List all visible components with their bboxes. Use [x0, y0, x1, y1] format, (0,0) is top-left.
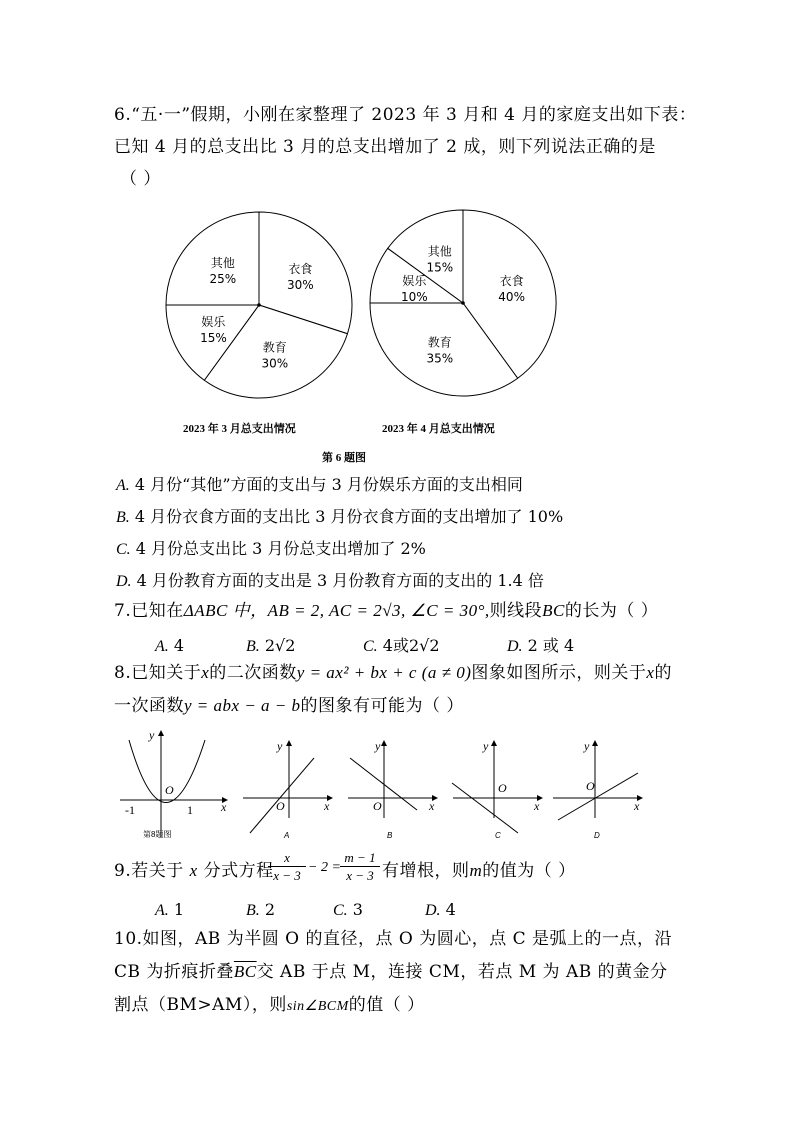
q8-line2: [114, 695, 464, 717]
q10-arc: $\overline{BC}$: [233, 962, 257, 981]
q7-prefix: 7.已知在: [114, 601, 184, 621]
q10-sin: sin∠BCM: [286, 999, 349, 1014]
q10-text: CB 为折痕折叠: [114, 962, 234, 982]
q9-text: 分式方程: [203, 861, 274, 881]
pie-slice-label: 35%: [426, 351, 454, 366]
pie-slice-name: 衣食: [288, 261, 313, 276]
origin-label: O: [498, 781, 507, 795]
x-label: x: [534, 799, 540, 813]
q7-option-b[interactable]: [246, 636, 295, 657]
q8-text: 8.已知关于: [114, 663, 202, 683]
q8-linear: y = abx − a − b: [184, 696, 301, 715]
option-text: 4或2√2: [382, 636, 440, 655]
q7-seg: BC: [542, 601, 565, 620]
option-text: 2: [264, 900, 276, 919]
q8-var: x: [646, 663, 655, 682]
pie-slice-name: 娱乐: [402, 274, 427, 289]
main-caption: 第8题图: [143, 830, 172, 839]
line-graph: [452, 783, 518, 833]
option-text: 4: [173, 636, 185, 655]
option-text: 1: [173, 900, 185, 919]
q9-frac2-num: m − 1: [340, 850, 380, 867]
x-label: x: [429, 799, 435, 813]
q9-frac1-den: x − 3: [273, 868, 301, 883]
q9-minus2: − 2 =: [308, 860, 341, 875]
q6-blank: （ ）: [120, 169, 161, 189]
q7-option-a[interactable]: [155, 636, 184, 657]
q9-text: 的值为（ ）: [482, 861, 576, 881]
q6-line2: 已知 4 月的总支出比 3 月的总支出增加了 2 成，则下列说法正确的是: [114, 137, 656, 157]
q8-text: 一次函数: [114, 696, 184, 716]
q7-suffix: 则线段: [489, 601, 543, 621]
option-letter: D.: [425, 902, 441, 919]
y-label: y: [149, 728, 155, 742]
pie-slice-label: 15%: [200, 331, 227, 346]
q6-option-b[interactable]: [116, 507, 563, 528]
q6-option-a[interactable]: [116, 475, 523, 496]
x-label: x: [324, 799, 330, 813]
option-text: 4 月份总支出比 3 月份总支出增加了 2%: [135, 539, 426, 558]
option-letter: B.: [246, 902, 260, 919]
option-text: 2 或 4: [527, 636, 575, 655]
option-text: 4 月份教育方面的支出是 3 月份教育方面的支出的 1.4 倍: [136, 571, 544, 590]
q9-var: x: [189, 861, 198, 880]
q9-option-b[interactable]: [246, 900, 275, 921]
origin-label: O: [373, 799, 382, 813]
graph-letter: C: [495, 831, 501, 840]
q6-option-c[interactable]: [116, 539, 426, 560]
tick-1: 1: [187, 803, 193, 817]
line-graph: [558, 773, 638, 820]
q8-text: 图象如图所示，则关于: [471, 663, 647, 683]
option-text: 2√2: [264, 636, 296, 655]
q9-text: 9.若关于: [114, 861, 184, 881]
q10-line3: [114, 994, 425, 1018]
q9-option-d[interactable]: [425, 900, 456, 921]
q7-option-c[interactable]: [363, 636, 440, 657]
q9-tail: [382, 860, 576, 882]
pie-slice-label: 25%: [209, 271, 237, 286]
graph-letter: A: [284, 831, 290, 840]
q8-graph-b[interactable]: [345, 738, 440, 843]
pie-slice-name: 衣食: [499, 274, 524, 289]
option-letter: B.: [116, 509, 130, 526]
q8-text: 的二次函数: [209, 663, 297, 683]
q6-figure-label: 第 6 题图: [322, 452, 366, 464]
tick-neg1: -1: [125, 803, 135, 817]
x-label: x: [634, 799, 640, 813]
q9-frac2-den: x − 3: [346, 868, 374, 883]
pie-slice-label: 10%: [401, 290, 428, 305]
q9-option-a[interactable]: [155, 900, 184, 921]
pie-slice-name: 其他: [210, 255, 235, 270]
pie-chart-march: [163, 210, 358, 400]
option-letter: D.: [507, 638, 523, 655]
q8-main-graph: [115, 725, 235, 840]
q8-graph-a[interactable]: [240, 738, 335, 843]
option-text: 3: [352, 900, 363, 919]
pie-march-title: 2023 年 3 月总支出情况: [183, 423, 296, 435]
pie-slice-label: 30%: [261, 356, 289, 371]
q6-option-d[interactable]: [116, 571, 544, 592]
option-text: 4 月份“其他”方面的支出与 3 月份娱乐方面的支出相同: [134, 475, 523, 494]
q8-func: y = ax² + bx + c (a ≠ 0): [296, 663, 472, 682]
y-label: y: [277, 739, 283, 753]
pie-slice-name: 教育: [262, 340, 287, 355]
pie-slice-name: 其他: [427, 244, 452, 259]
pie-slice-label: 40%: [498, 290, 525, 305]
origin-label: O: [276, 799, 285, 813]
q9-var: m: [469, 861, 483, 880]
q10-line2: [114, 961, 668, 983]
option-letter: A.: [155, 902, 169, 919]
option-letter: A.: [116, 477, 130, 494]
q10-text: 交 AB 于点 M，连接 CM，若点 M 为 AB 的黄金分: [256, 962, 668, 982]
q9-frac1-num: x: [268, 850, 306, 867]
option-text: 4 月份衣食方面的支出比 3 月份衣食方面的支出增加了 10%: [134, 507, 564, 526]
q8-text: 的: [654, 663, 672, 683]
q9-stem: [114, 860, 274, 882]
q8-var: x: [201, 663, 210, 682]
origin-label: O: [586, 779, 595, 793]
q6-line1: 6.“五·一”假期，小刚在家整理了 2023 年 3 月和 4 月的家庭支出如下表：: [114, 105, 697, 125]
option-letter: A.: [155, 638, 169, 655]
line-graph: [250, 758, 314, 833]
q9-option-c[interactable]: [333, 900, 363, 921]
q7-option-d[interactable]: [507, 636, 574, 657]
q8-text: 的图象有可能为（ ）: [300, 696, 464, 716]
q8-graph-c[interactable]: [450, 738, 545, 843]
option-letter: D.: [116, 573, 132, 590]
q7-end: 的长为（ ）: [564, 601, 659, 621]
pie-slice-name: 娱乐: [201, 315, 226, 330]
q10-text: 的值（ ）: [348, 995, 425, 1015]
pie-center: [257, 303, 261, 307]
y-label: y: [375, 739, 381, 753]
pie-chart-april: [367, 208, 562, 398]
q7-stem: [114, 600, 658, 622]
origin-label: O: [165, 783, 174, 797]
x-label: x: [221, 800, 227, 814]
option-letter: C.: [116, 541, 131, 558]
pie-april-title: 2023 年 4 月总支出情况: [382, 423, 495, 435]
graph-letter: D: [594, 831, 600, 840]
pie-slice-label: 30%: [287, 277, 314, 292]
q8-graph-d[interactable]: [550, 738, 645, 843]
option-letter: C.: [333, 902, 348, 919]
q8-line1: [114, 662, 672, 684]
q9-text: 有增根，则: [382, 861, 470, 881]
graph-letter: B: [387, 831, 393, 840]
q10-line1: 10.如图，AB 为半圆 O 的直径，点 O 为圆心，点 C 是弧上的一点，沿: [114, 929, 673, 949]
pie-slice-name: 教育: [427, 335, 452, 350]
pie-slice-label: 15%: [426, 260, 454, 275]
option-letter: C.: [363, 638, 378, 655]
option-text: 4: [445, 900, 456, 919]
q7-condition: ΔABC 中，AB = 2, AC = 2√3, ∠C = 30°,: [183, 601, 490, 620]
y-label: y: [584, 739, 590, 753]
y-label: y: [483, 739, 489, 753]
option-letter: B.: [246, 638, 260, 655]
q10-text: 割点（BM>AM），则: [114, 995, 287, 1015]
pie-center: [461, 301, 465, 305]
